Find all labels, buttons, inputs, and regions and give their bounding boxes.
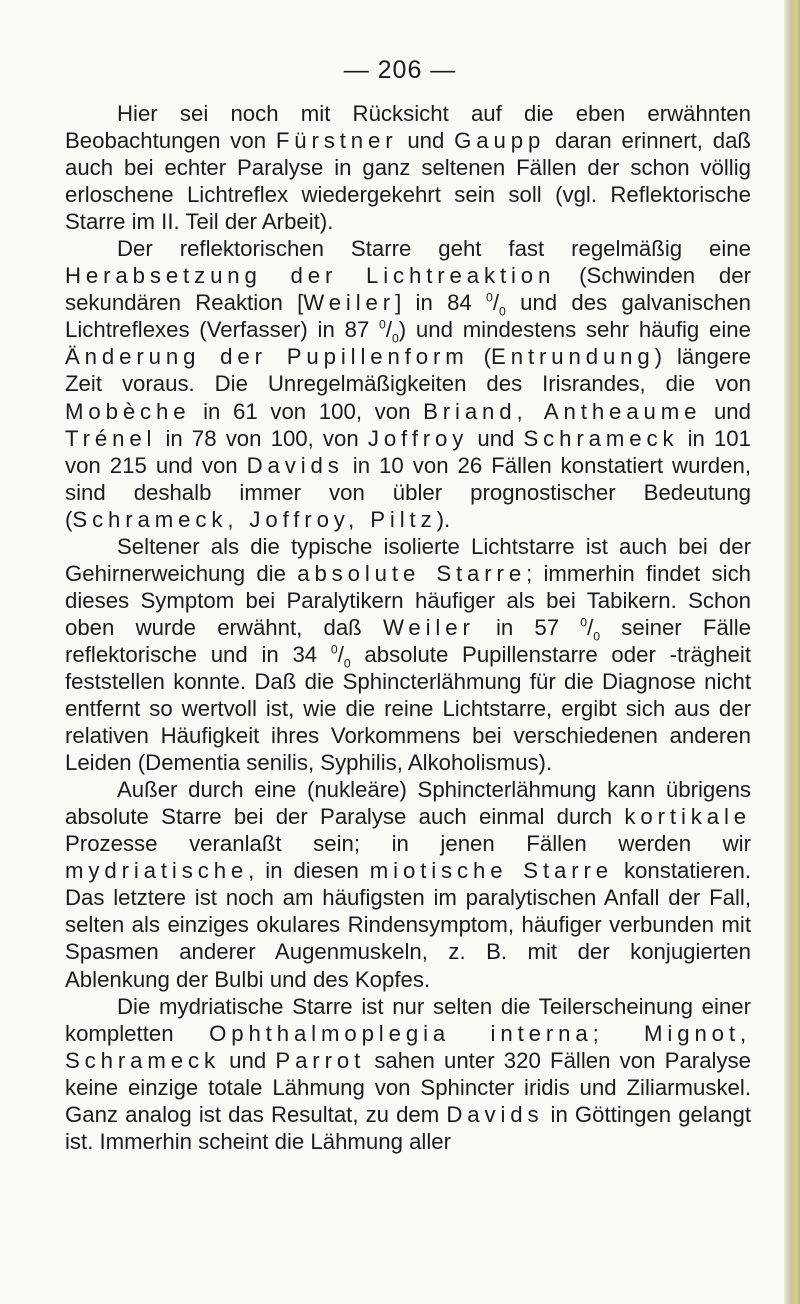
spaced-emphasis: Davids — [246, 452, 344, 478]
text-run: (Schwinden der sekundären Reaktion [ — [65, 263, 751, 316]
subscript: 0 — [499, 304, 506, 319]
text-run: in Göttingen gelangt ist. Immerhin scheint die Lähmung aller — [65, 1101, 751, 1154]
text-run: ] in 84 — [395, 290, 487, 316]
superscript: 0 — [486, 290, 493, 305]
text-run: in 10 von 26 Fällen konstatiert wurden, sind deshalb immer von übler prognostischer Bedeutung ( — [65, 452, 751, 532]
text-run: Der reflektorischen Starre geht fast regelmäßig eine — [117, 236, 751, 262]
subscript: 0 — [391, 331, 399, 346]
subscript: 0 — [343, 656, 351, 671]
text-run: / — [337, 641, 344, 667]
text-run: in 101 von 215 und von — [65, 425, 751, 478]
text-run: konstatieren. Das letztere ist noch am häufigsten im paralytischen Anfall der Fall, selten als einziges okulares Rindensymptom, häufiger verbunden mit Spasmen anderer Augenmuskeln, z. B. mit der konjugierten Ablenkung der Bulbi und des Kopfes. — [65, 858, 751, 992]
spaced-emphasis: Joffroy — [367, 425, 469, 451]
spaced-emphasis: Entrundung — [491, 344, 655, 370]
spaced-emphasis: Fürstner — [275, 128, 398, 154]
text-run: in 78 von 100, von — [156, 425, 368, 451]
text-run: und — [219, 1047, 276, 1073]
text-run: daran erinnert, daß auch bei echter Paralyse in ganz seltenen Fällen der schon völlig erloschene Lichtreflex wiedergekehrt sein soll (vgl. Reflektorische Starre im II. Teil der Arbeit). — [65, 128, 751, 235]
superscript: 0 — [330, 642, 338, 657]
paragraph — [65, 533, 751, 776]
spaced-emphasis: Davids — [446, 1101, 544, 1127]
text-run: ( — [468, 344, 492, 370]
text-run: ). — [436, 506, 451, 532]
text-run: ) und mindestens sehr häufig eine — [398, 317, 751, 343]
text-run: seiner Fälle reflektorische und in 34 — [65, 614, 751, 667]
paragraph — [65, 235, 751, 533]
text-run: und — [397, 128, 455, 154]
spaced-emphasis: Weiler — [382, 614, 475, 640]
text-run: Seltener als die typische isolierte Lichtstarre ist auch bei der Gehirnerweichung die — [65, 533, 751, 586]
spaced-emphasis: kortikale — [624, 804, 751, 830]
superscript: 0 — [379, 317, 386, 332]
spaced-emphasis: Mobèche — [65, 398, 191, 424]
paragraph — [65, 100, 751, 235]
spaced-emphasis: Schrameck — [523, 425, 679, 451]
subscript: 0 — [593, 629, 601, 644]
spaced-emphasis: Schrameck, Joffroy, Piltz — [72, 506, 437, 532]
spaced-emphasis: Trénel — [65, 425, 157, 451]
superscript: 0 — [580, 615, 588, 630]
spaced-emphasis: Gaupp — [454, 128, 546, 154]
text-run: und des galvanischen Lichtreflexes (Verfasser) in 87 — [65, 290, 751, 343]
spaced-emphasis: miotische Starre — [369, 858, 614, 884]
text-run: , in diesen — [248, 858, 370, 884]
text-run: und — [468, 425, 524, 451]
text-run: in 61 von 100, von — [190, 398, 424, 424]
text-run: Die mydriatische Starre ist nur selten die Teilerscheinung einer kompletten — [65, 993, 751, 1046]
spaced-emphasis: Parrot — [275, 1047, 366, 1073]
spaced-emphasis: Briand, Antheaume — [423, 398, 702, 424]
spaced-emphasis: Änderung der Pupillenform — [65, 344, 469, 370]
text-run: ) längere Zeit voraus. Die Unregelmäßigkeiten des Irisrandes, die von — [65, 344, 752, 397]
paragraph — [65, 776, 751, 992]
text-run: / — [587, 614, 594, 640]
text-run: / — [385, 317, 392, 343]
text-run: / — [492, 290, 500, 316]
text-run: ; immerhin findet sich dieses Symptom bei Paralytikern häufiger als bei Tabikern. Schon oben wurde erwähnt, daß — [65, 560, 751, 640]
page-number: — 206 — — [343, 56, 457, 84]
spaced-emphasis: Herabsetzung der Lichtreaktion — [65, 263, 556, 289]
text-run: in 57 — [474, 614, 581, 640]
spaced-emphasis: mydriatische — [65, 858, 249, 884]
spaced-emphasis: Weiler — [303, 290, 396, 316]
body-text — [65, 100, 751, 1155]
text-run: sahen unter 320 Fällen von Paralyse keine einzige totale Lähmung von Sphincter iridis und Ziliarmuskel. Ganz analog ist das Resultat, zu dem — [65, 1047, 751, 1127]
page-edge — [784, 0, 800, 1304]
text-run: absolute Pupillenstarre oder -trägheit feststellen konnte. Daß die Sphincterlähmung für die Diagnose nicht entfernt so wertvoll ist, wie die reine Lichtstarre, ergibt sich aus der relativen Häufigkeit ihres Vorkommens bei verschiedenen anderen Leiden (Dementia senilis, Syphilis, Alkoholismus). — [65, 641, 751, 776]
text-run: Prozesse veranlaßt sein; in jenen Fällen werden wir — [65, 831, 751, 857]
text-run: Außer durch eine (nukleäre) Sphincterlähmung kann übrigens absolute Starre bei der Paralyse auch einmal durch — [65, 777, 751, 830]
spaced-emphasis: absolute Starre — [297, 560, 527, 586]
paragraph — [65, 993, 751, 1155]
text-run: Hier sei noch mit Rücksicht auf die eben erwähnten Beobachtungen von — [65, 101, 751, 154]
spaced-emphasis: Ophthalmoplegia interna; Mignot, Schrameck — [65, 1020, 751, 1073]
text-run: und — [701, 398, 751, 424]
